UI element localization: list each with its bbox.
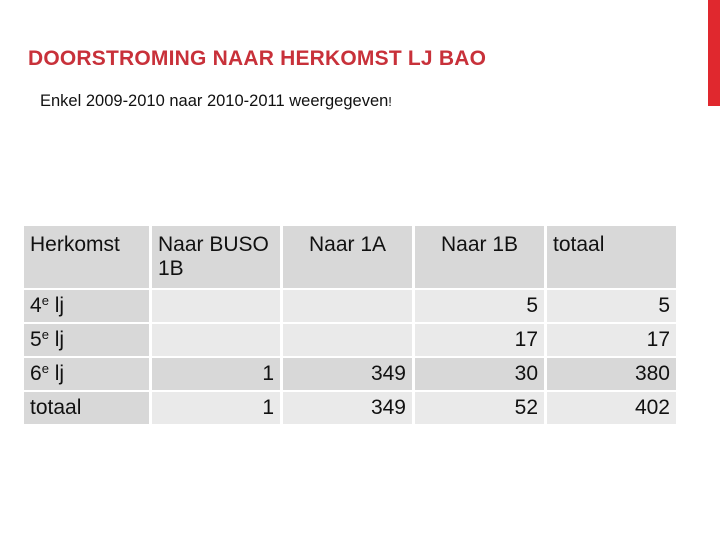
slide-title: DOORSTROMING NAAR HERKOMST LJ BAO: [28, 47, 487, 70]
header-cell-naar-1a: Naar 1A: [283, 226, 412, 288]
row-label-sup: e: [41, 292, 49, 308]
table-cell: 5: [415, 290, 544, 322]
table-cell: 380: [547, 358, 676, 390]
table-cell: [283, 324, 412, 356]
row-label-number: 4: [30, 293, 42, 317]
table-cell: 17: [547, 324, 676, 356]
table-row: [24, 324, 676, 356]
row-label: [24, 324, 149, 356]
table-cell: 17: [415, 324, 544, 356]
table-cell: 1: [152, 358, 280, 390]
header-cell-naar-buso-1b: Naar BUSO 1B: [152, 226, 280, 288]
table-cell: 1: [152, 392, 280, 424]
table-cell: [152, 290, 280, 322]
row-label-suffix: lj: [48, 361, 65, 385]
row-label-suffix: lj: [48, 293, 65, 317]
table-row: [24, 392, 676, 424]
accent-bar: [708, 0, 720, 106]
row-label-number: 6: [30, 361, 42, 385]
table-cell: [283, 290, 412, 322]
table-cell: 349: [283, 358, 412, 390]
table-cell: 402: [547, 392, 676, 424]
row-label-number: 5: [30, 327, 42, 351]
slide-subtitle: [40, 92, 392, 111]
header-cell-naar-1b: Naar 1B: [415, 226, 544, 288]
subtitle-mark: !: [388, 94, 392, 109]
table-cell: 5: [547, 290, 676, 322]
row-label: [24, 392, 149, 424]
row-label-sup: e: [41, 326, 49, 342]
header-cell-herkomst: Herkomst: [24, 226, 149, 288]
header-cell-totaal: totaal: [547, 226, 676, 288]
row-label: [24, 290, 149, 322]
table-cell: 30: [415, 358, 544, 390]
table-cell: [152, 324, 280, 356]
table-cell: 52: [415, 392, 544, 424]
row-label: [24, 358, 149, 390]
table-row: [24, 290, 676, 322]
subtitle-text: Enkel 2009-2010 naar 2010-2011 weergegeven: [40, 92, 389, 110]
row-label-number: totaal: [30, 395, 82, 419]
table-row: [24, 358, 676, 390]
flow-table: [21, 224, 679, 426]
row-label-suffix: lj: [48, 327, 65, 351]
table-header-row: [24, 226, 676, 288]
table-cell: 349: [283, 392, 412, 424]
row-label-sup: e: [41, 360, 49, 376]
